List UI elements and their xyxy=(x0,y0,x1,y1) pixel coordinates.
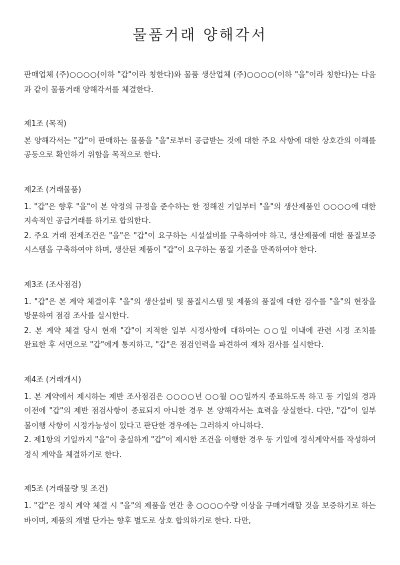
document-body xyxy=(24,68,376,528)
article-paragraph: 2. 본 계약 체결 당시 현재 "갑"이 지적한 일부 시정사항에 대하여는 ○○일 이내에 관련 시정 조치를 완료한 후 서면으로 "갑"에게 통지하고, "갑"은 점검인력을 파견하여 재차 검사를 실시한다. xyxy=(24,325,376,350)
article-4 xyxy=(24,373,376,463)
article-1 xyxy=(24,117,376,163)
article-paragraph: 2. 제1항의 기일까지 "을"이 충실하게 "갑"이 제시한 조건을 이행한 경우 동 기일에 정식계약서를 작성하여 정식 계약을 체결하기로 한다. xyxy=(24,435,376,459)
article-paragraph: 1. 본 계약에서 제시하는 제반 조사점검은 ○○○○년 ○○월 ○○일까지 종료하도록 하고 동 기일의 경과 이전에 "갑"의 제반 점검사항이 종료되지 아니한 경우 본 양해각서는 효력을 상실한다. 다만, "갑"이 일부 불이행 사항이 시정가능성이 있다고 판단한 경우에는 그러하지 아니하다. xyxy=(24,391,376,430)
article-paragraph: 1. "갑"은 정식 계약 체결 시 "을"의 제품을 연간 총 ○○○○수량 이상을 구매거래할 것을 보증하기로 하는 바이며, 제품의 개별 단가는 향후 별도로 상호 합의하기로 한다. 다만, xyxy=(24,501,376,525)
article-5 xyxy=(24,482,376,528)
document-title: 물품거래 양해각서 xyxy=(132,28,268,44)
article-heading: 제5조 (거래물량 및 조건) xyxy=(24,484,109,494)
article-heading: 제3조 (조사점검) xyxy=(24,279,82,289)
article-paragraph: 1. "갑"은 본 계약 체결이후 "을"의 생산설비 및 품질시스템 및 제품의 품질에 대한 검수를 "을"의 현장을 방문하여 점검 조사를 실시한다. xyxy=(24,296,376,321)
article-3 xyxy=(24,278,376,353)
article-paragraph: 1. "갑"은 향후 "을"이 본 약정의 규정을 준수하는 한 정해진 기일부터 "을"의 생산제품인 ○○○○에 대한 지속적인 공급거래를 하기로 합의한다. xyxy=(24,201,376,226)
article-heading: 제1조 (목적) xyxy=(24,119,67,129)
article-2 xyxy=(24,183,376,258)
article-paragraph: 본 양해각서는 "갑"이 판매하는 물품을 "을"로부터 공급받는 것에 대한 주요 사항에 대한 상호간의 이해를 공동으로 확인하기 위함을 목적으로 한다. xyxy=(24,135,376,160)
article-heading: 제4조 (거래개시) xyxy=(24,374,82,384)
article-paragraph: 2. 주요 거래 전제조건은 "을"은 "갑"이 요구하는 시설설비를 구축하여야 하고, 생산제품에 대한 품질보증 시스템을 구축하여야 하며, 생산된 제품이 "갑"이 요구하는 품질 기준을 만족하여야 한다. xyxy=(24,230,376,255)
article-heading: 제2조 (거래물품) xyxy=(24,184,82,194)
intro-paragraph: 판매업체 (주)○○○○(이하 "갑"이라 칭한다)와 물품 생산업체 (주)○○○○(이하 "을"이라 칭한다)는 다음과 같이 물품거래 양해각서를 체결한다. xyxy=(24,70,376,94)
